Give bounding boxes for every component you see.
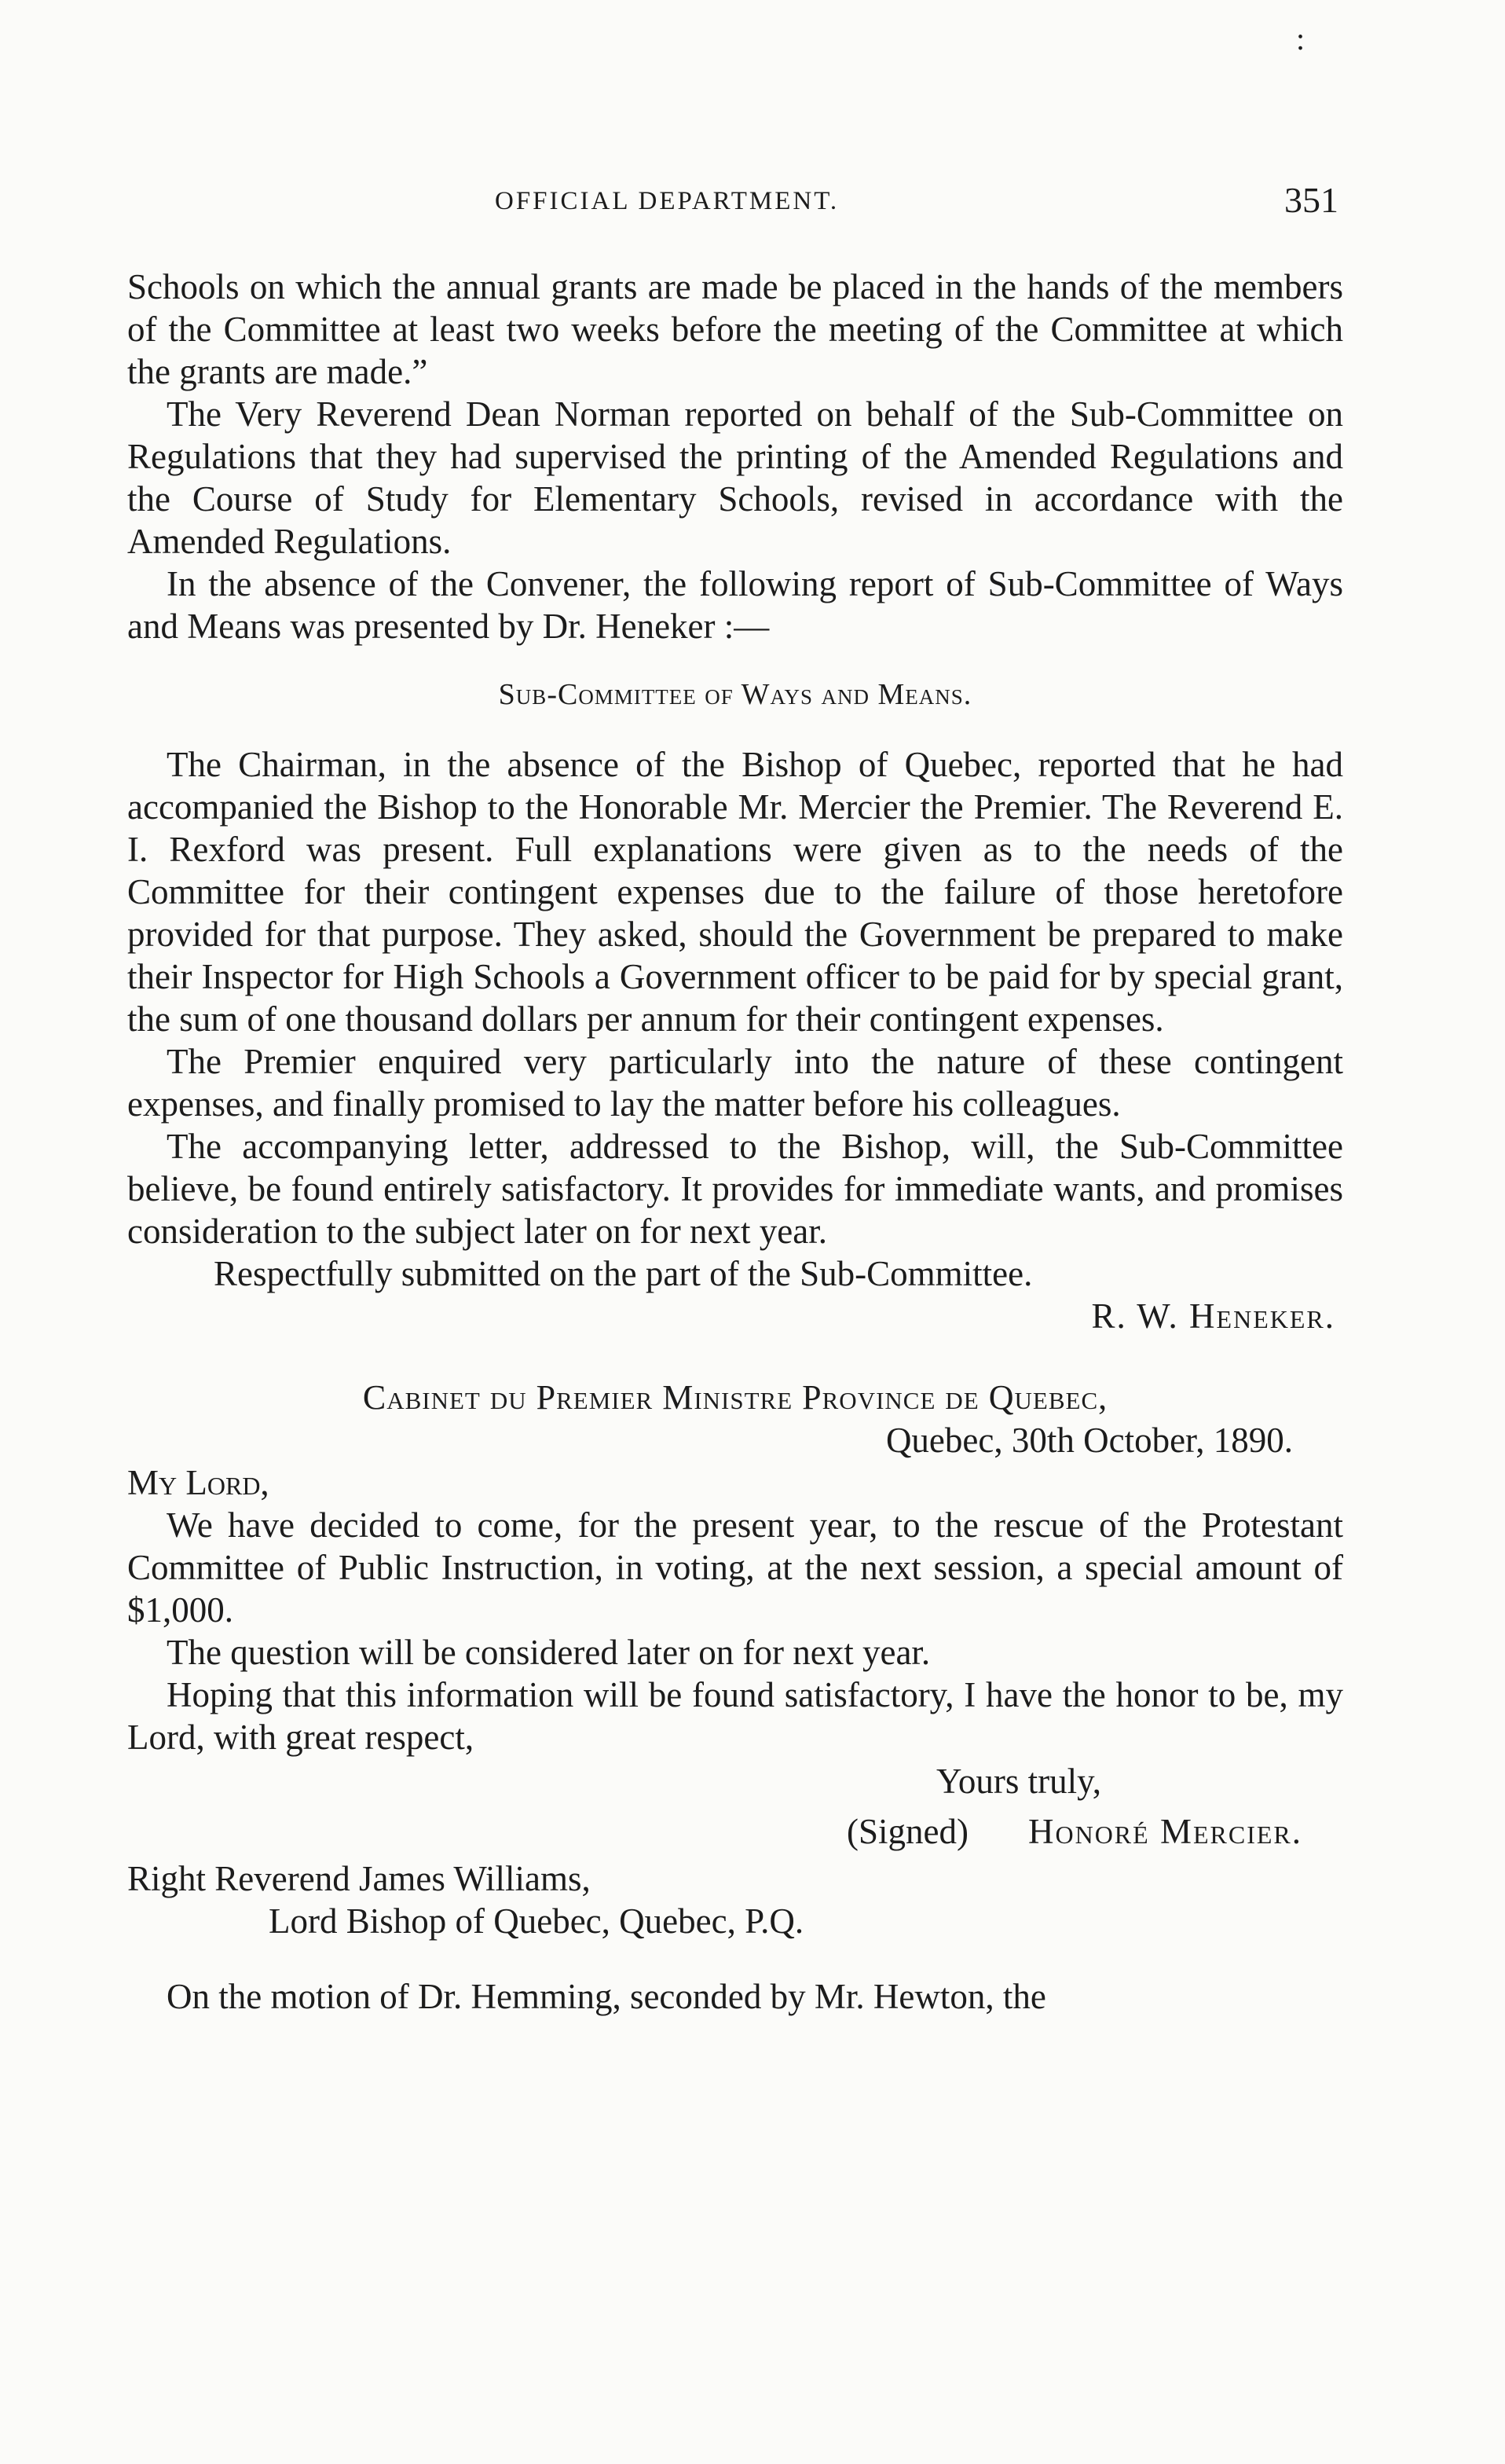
report-paragraph-1: The Chairman, in the absence of the Bishop of Quebec, reported that he had accompanied the Bishop to the Honorable Mr. Mercier the Premier. The Reverend E. I. Rexford was present. Full explanations were given as to the needs of the Committee for their contingent expenses due to the failure of those heretofore provided for that purpose. They asked, should the Government be prepared to make their Inspector for High Schools a Government officer to be paid for by special grant, the sum of one thousand dollars per annum for their contingent expenses. <box>127 745 1343 1039</box>
letter-paragraph-3: Hoping that this information will be found satisfactory, I have the honor to be, my Lord, with great respect, <box>127 1675 1343 1757</box>
section-heading: Sub-Committee of Ways and Means. <box>498 678 972 711</box>
letter-paragraph-2: The question will be considered later on for next year. <box>167 1633 931 1672</box>
letter-closing: Yours truly, <box>936 1762 1101 1801</box>
signed-label: (Signed) <box>847 1812 969 1851</box>
running-head: OFFICIAL DEPARTMENT. <box>495 187 840 215</box>
signed-name: Honoré Mercier. <box>1027 1812 1302 1851</box>
page-header <box>129 179 1338 226</box>
report-paragraph-3: The accompanying letter, addressed to the Bishop, will, the Sub-Committee believe, be found entirely satisfactory. It provides for immediate wants, and promises consideration to the subject later on for next year. <box>127 1127 1343 1251</box>
letter-letterhead: Cabinet du Premier Ministre Province de Quebec, <box>362 1378 1108 1417</box>
corner-mark: : <box>1296 21 1305 57</box>
report-signoff: Respectfully submitted on the part of the Sub-Committee. <box>214 1254 1033 1293</box>
paragraph-regulations-report: The Very Reverend Dean Norman reported on behalf of the Sub-Committee on Regulations that they had supervised the printing of the Amended Regulations and the Course of Study for Elementary Schools, revised in accordance with the Amended Regulations. <box>127 394 1343 561</box>
letter-signature-row <box>127 1810 1343 1853</box>
letter-paragraph-1: We have decided to come, for the present year, to the rescue of the Protestant Committee of Public Instruction, in voting, at the next session, a special amount of $1,000. <box>127 1505 1343 1630</box>
addressee-line-1: Right Reverend James Williams, <box>127 1859 591 1898</box>
body-text <box>127 266 1343 2018</box>
paragraph-convener-absence: In the absence of the Convener, the following report of Sub-Committee of Ways and Means was presented by Dr. Heneker :— <box>127 564 1343 646</box>
letter-dateline: Quebec, 30th October, 1890. <box>885 1421 1293 1460</box>
page-number: 351 <box>1284 180 1338 220</box>
final-paragraph: On the motion of Dr. Hemming, seconded by Mr. Hewton, the <box>167 1977 1046 2016</box>
paragraph-continuation: Schools on which the annual grants are made be placed in the hands of the members of the Committee at least two weeks before the meeting of the Committee at which the grants are made.” <box>127 267 1343 391</box>
addressee-line-2: Lord Bishop of Quebec, Quebec, P.Q. <box>269 1901 804 1941</box>
report-signature: R. W. Heneker. <box>1091 1296 1335 1336</box>
report-paragraph-2: The Premier enquired very particularly into the nature of these contingent expenses, and finally promised to lay the matter before his colleagues. <box>127 1042 1343 1124</box>
letter-salutation: My Lord, <box>127 1463 269 1502</box>
